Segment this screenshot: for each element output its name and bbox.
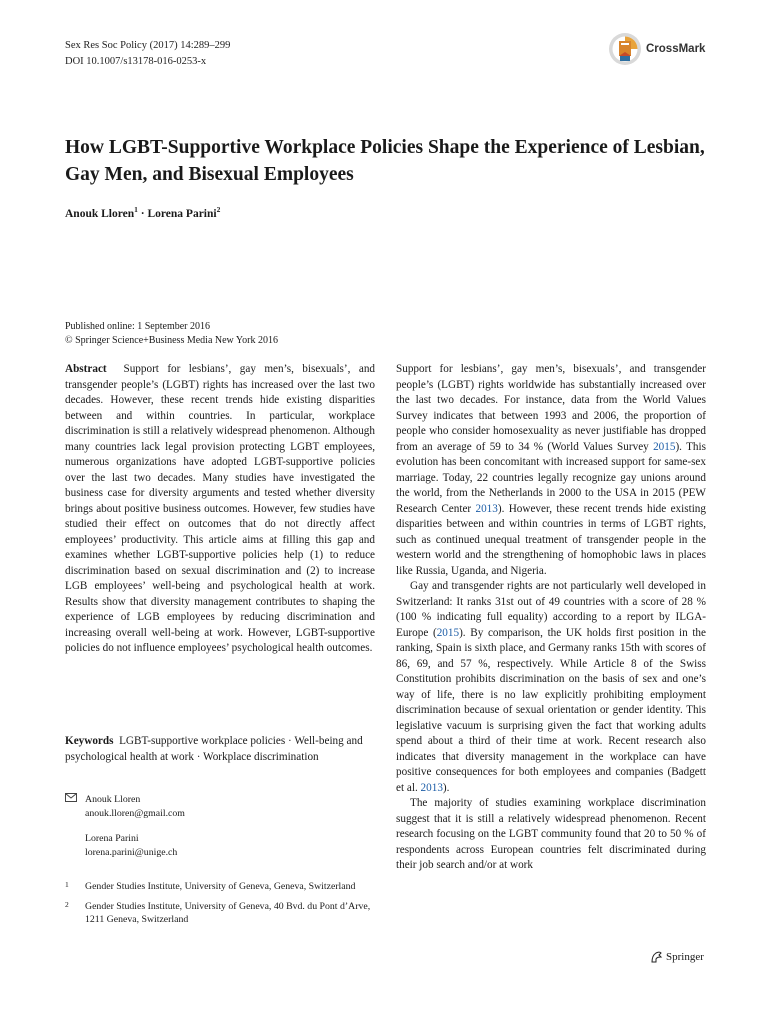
body-text-segment: ). [442, 781, 450, 794]
keywords-text: LGBT-supportive workplace policies · Well-being and psychological health at work · Workplace discrimination [65, 735, 363, 763]
contact-name: Anouk Lloren [85, 794, 141, 805]
envelope-icon [65, 793, 85, 820]
crossmark-icon [608, 32, 642, 66]
body-paragraph [396, 796, 706, 874]
article-title: How LGBT-Supportive Workplace Policies Shape the Experience of Lesbian, Gay Men, and Bisexual Employees [65, 137, 705, 185]
author-affiliation-ref: 1 [134, 205, 138, 214]
author-name[interactable]: Lorena Parini [147, 207, 217, 220]
affiliations [65, 880, 375, 933]
keywords [65, 734, 375, 765]
left-column [65, 362, 375, 657]
affiliation-item [65, 900, 375, 927]
author-list [65, 205, 220, 220]
publication-info [65, 320, 278, 348]
contact-name: Lorena Parini [85, 833, 139, 844]
correspondence [65, 793, 375, 859]
citation-link[interactable]: 2015 [436, 626, 460, 639]
abstract-label: Abstract [65, 363, 107, 375]
body-paragraph [396, 579, 706, 796]
body-paragraph [396, 362, 706, 579]
right-column-body [396, 362, 706, 874]
crossmark-label: CrossMark [646, 43, 706, 55]
author-name[interactable]: Anouk Lloren [65, 207, 135, 220]
crossmark-badge[interactable] [608, 32, 705, 66]
abstract [65, 362, 375, 657]
affiliation-number: 1 [65, 880, 69, 889]
body-text-segment: Support for lesbians’, gay men’s, bisexuals’, and transgender people’s (LGBT) rights worldwide has substantially increased over the last two decades. For instance, data from the World Values Survey indicates that between 1993 and 2006, the proportion of people who consider homosexuality as never justifiable has dropped from an average of 59 to 34 % (World Values Survey [396, 363, 706, 453]
body-text-segment: Gay and transgender rights are not particularly well developed in Switzerland: It ranks 31st out of 49 countries with a score of 28 % (100 % indicating full equality) according to a report by ILGA-Europe ( [396, 580, 706, 639]
author-affiliation-ref: 2 [216, 205, 221, 214]
doi: DOI 10.1007/s13178-016-0253-x [65, 56, 207, 67]
springer-horse-icon [649, 950, 663, 964]
contact-email[interactable]: lorena.parini@unige.ch [85, 846, 178, 858]
springer-label: Springer [666, 951, 704, 963]
citation-link[interactable]: 2015 [653, 440, 676, 453]
affiliation-text: Gender Studies Institute, University of Geneva, 40 Bvd. du Pont d’Arve, 1211 Geneva, Switzerland [85, 900, 371, 925]
abstract-text: Support for lesbians’, gay men’s, bisexuals’, and transgender people’s (LGBT) rights has increased over the last two decades. However, these recent trends hide existing disparities between and within countries. In particular, workplace discrimination is still a relatively widespread phenomenon. Although many countries lack legal provision protecting LGBT employees, numerous organizations have adopted LGBT-supportive policies over the last two decades. Many studies have investigated the business case for diversity arguments and tested whether diversity brings about positive business outcomes. However, few studies have studied their effect on outcomes that do not directly affect employees’ productivity. This article aims at filling this gap and examines whether LGBT-supportive policies help (1) to reduce discrimination based on sexual discrimination and (2) to increase LGB employees’ well-being and psychological health at work. Results show that diversity management contributes to shaping the experience of LGB employees by reducing discrimination and increasing overall well-being at work. However, LGBT-supportive policies do not influence employees’ psychological health outcomes. [65, 363, 376, 654]
affiliation-item [65, 880, 375, 894]
springer-logo [649, 950, 704, 964]
body-text-segment: ). By comparison, the UK holds first position in the ranking, Spain is sixth place, and Germany ranks 15th with scores of 86, 69, and 57 %, respectively. While Article 8 of the Swiss Constitution prohibits discrimination on the basis of sex and one’s way of life, there is no law explicitly prohibiting employment discrimination because of sexual orientation or gender identity. This legislative vacuum is surprising given the fact that working adults spend about a third of their time at work. Recent research also indicates that diversity management in the workplace can have positive consequences for both employees and companies (Badgett et al. [396, 626, 706, 794]
contact-email[interactable]: anouk.lloren@gmail.com [85, 807, 185, 819]
body-text-segment: ). However, these recent trends hide existing disparities between and within countries in terms of LGBT rights, such as continued unequal treatment of transgender people in the western world and the strengthening of homophobic laws in places like Russia, Uganda, and Nigeria. [396, 502, 706, 577]
copyright-notice: © Springer Science+Business Media New York 2016 [65, 335, 278, 346]
citation-link[interactable]: 2013 [475, 502, 498, 515]
journal-meta [65, 38, 230, 70]
published-date: Published online: 1 September 2016 [65, 321, 210, 332]
affiliation-text: Gender Studies Institute, University of Geneva, Geneva, Switzerland [85, 881, 356, 892]
affiliation-number: 2 [65, 899, 69, 909]
body-text-segment: The majority of studies examining workplace discrimination suggest that it is still a relatively widespread phenomenon. Recent research focusing on the LGBT community found that 20 to 50 % of respondents across European countries felt discriminated during their job search and/or at work [396, 797, 706, 871]
author-separator: · [137, 207, 148, 220]
journal-citation: Sex Res Soc Policy (2017) 14:289–299 [65, 40, 231, 51]
citation-link[interactable]: 2013 [420, 781, 443, 794]
body-text-segment: ). This evolution has been concomitant with increased support for same-sex marriage. Today, 22 countries legally recognize gay unions around the world, from the Netherlands in 2000 to the USA in 2015 (PEW Research Center [396, 440, 706, 515]
keywords-label: Keywords [65, 735, 114, 747]
